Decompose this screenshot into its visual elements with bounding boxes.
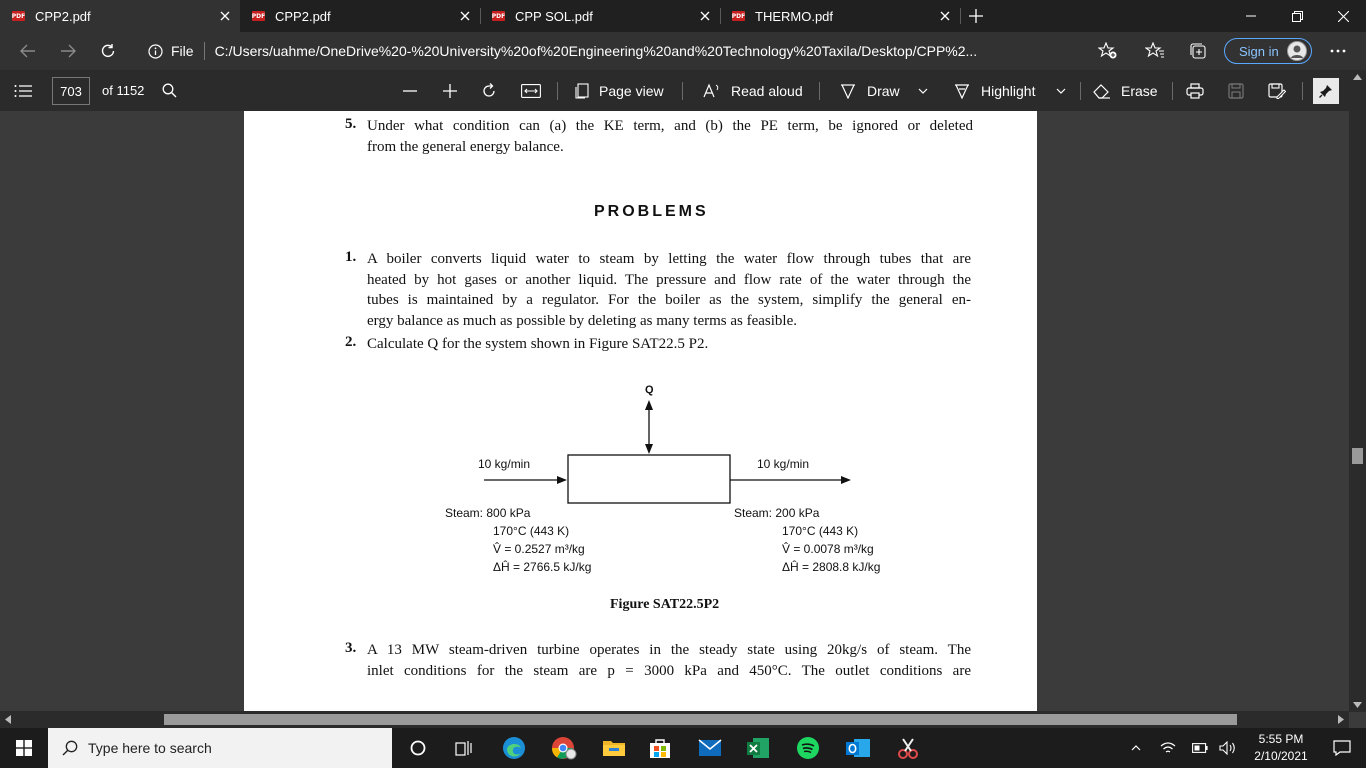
problem-3-text bbox=[367, 640, 971, 681]
windows-logo-icon bbox=[16, 740, 32, 756]
outlet-conditions bbox=[734, 504, 880, 576]
outlet-specific-volume: V̂ = 0.0078 m³/kg bbox=[782, 542, 874, 556]
mail-envelope-icon bbox=[698, 739, 722, 757]
outlet-flow-rate: 10 kg/min bbox=[757, 457, 810, 471]
text-line: heated by hot gases or another liquid. The pressure and flow rate of the water through the bbox=[367, 271, 971, 288]
toolbar-divider bbox=[1172, 82, 1173, 100]
cortana-button[interactable] bbox=[394, 728, 442, 768]
spotify-taskbar-button[interactable] bbox=[784, 728, 832, 768]
tab-thermo[interactable] bbox=[720, 0, 960, 32]
more-options-button[interactable] bbox=[1320, 32, 1356, 70]
heat-arrowhead-up bbox=[645, 400, 653, 410]
edge-browser-icon bbox=[502, 736, 526, 760]
page-view-label: Page view bbox=[599, 82, 664, 99]
chevron-down-icon bbox=[918, 88, 928, 94]
read-aloud-button[interactable] bbox=[703, 70, 803, 111]
inlet-temperature: 170°C (443 K) bbox=[493, 524, 570, 538]
sign-in-button[interactable] bbox=[1224, 38, 1312, 64]
tab-divider bbox=[960, 8, 961, 24]
problem-2-text: Calculate Q for the system shown in Figure SAT22.5 P2. bbox=[367, 336, 709, 352]
close-tab-icon[interactable] bbox=[216, 7, 234, 25]
toolbar-divider bbox=[819, 82, 820, 100]
draw-pen-icon bbox=[840, 83, 856, 99]
favorites-icon bbox=[1145, 42, 1165, 60]
fit-width-icon bbox=[521, 84, 541, 98]
sign-in-label: Sign in bbox=[1239, 43, 1279, 59]
edge-taskbar-button[interactable] bbox=[490, 728, 538, 768]
minimize-icon bbox=[1246, 11, 1256, 21]
scroll-up-icon[interactable] bbox=[1353, 74, 1362, 80]
spotify-icon bbox=[796, 736, 820, 760]
toolbar-divider bbox=[557, 82, 558, 100]
chevron-up-icon bbox=[1131, 745, 1141, 751]
printer-icon bbox=[1186, 83, 1204, 99]
address-divider bbox=[204, 42, 205, 60]
save-as-icon bbox=[1268, 83, 1286, 99]
show-hidden-icons-button[interactable] bbox=[1124, 728, 1148, 768]
save-as-button[interactable] bbox=[1268, 70, 1286, 111]
site-info-button[interactable] bbox=[148, 42, 215, 60]
pdf-toolbar bbox=[0, 70, 1366, 111]
more-icon bbox=[1330, 49, 1346, 53]
start-button[interactable] bbox=[0, 728, 48, 768]
draw-label: Draw bbox=[867, 82, 900, 99]
collections-button[interactable] bbox=[1180, 32, 1216, 70]
inlet-arrowhead bbox=[557, 476, 567, 484]
excel-taskbar-button[interactable] bbox=[734, 728, 782, 768]
read-aloud-icon bbox=[703, 83, 721, 99]
battery-button[interactable] bbox=[1188, 728, 1212, 768]
forward-button[interactable] bbox=[48, 32, 88, 70]
cortana-circle-icon bbox=[410, 740, 426, 756]
pdf-file-icon: PDF bbox=[491, 12, 506, 20]
text-line: Under what condition can (a) the KE term, and (b) the PE term, be ignored or deleted bbox=[367, 118, 973, 134]
clock-time: 5:55 PM bbox=[1258, 732, 1304, 746]
file-label: File bbox=[171, 43, 194, 59]
back-button[interactable] bbox=[8, 32, 48, 70]
close-window-button[interactable] bbox=[1320, 0, 1366, 32]
page-view-button[interactable] bbox=[574, 70, 664, 111]
add-favorite-button[interactable] bbox=[1090, 32, 1126, 70]
chrome-profile-icon bbox=[551, 736, 577, 760]
restore-icon bbox=[1292, 11, 1303, 22]
new-tab-button[interactable] bbox=[960, 0, 992, 32]
tab-cpp2[interactable] bbox=[240, 0, 480, 32]
plus-icon bbox=[443, 84, 457, 98]
contents-list-icon bbox=[14, 84, 32, 98]
highlight-button[interactable] bbox=[954, 70, 1066, 111]
tab-label: CPP2.pdf bbox=[275, 8, 331, 24]
outlet-temperature: 170°C (443 K) bbox=[782, 524, 859, 538]
tab-strip bbox=[0, 0, 1366, 32]
text-line: tubes is maintained by a regulator. For the boiler as the system, simplify the general en- bbox=[367, 292, 971, 308]
mail-taskbar-button[interactable] bbox=[686, 728, 734, 768]
table-of-contents-button[interactable] bbox=[14, 70, 32, 111]
outlook-icon bbox=[845, 737, 871, 759]
speaker-icon bbox=[1219, 741, 1237, 755]
eraser-icon bbox=[1093, 83, 1111, 99]
tab-cpp2-active[interactable] bbox=[0, 0, 240, 32]
restore-button[interactable] bbox=[1274, 0, 1320, 32]
task-view-button[interactable] bbox=[440, 728, 488, 768]
close-tab-icon[interactable] bbox=[696, 7, 714, 25]
inlet-flow-rate: 10 kg/min bbox=[478, 457, 531, 471]
pdf-file-icon: PDF bbox=[731, 12, 746, 20]
problem-1-text bbox=[367, 249, 971, 331]
save-button[interactable] bbox=[1228, 70, 1244, 111]
save-disk-icon bbox=[1228, 83, 1244, 99]
action-center-button[interactable] bbox=[1318, 728, 1366, 768]
zoom-in-button[interactable] bbox=[443, 70, 457, 111]
text-line: ergy balance as much as possible by deleting as many terms as feasible. bbox=[367, 312, 798, 329]
favorites-button[interactable] bbox=[1137, 32, 1173, 70]
search-placeholder: Type here to search bbox=[88, 740, 212, 756]
minus-icon bbox=[403, 90, 417, 92]
inlet-pressure: Steam: 800 kPa bbox=[445, 506, 531, 520]
vertical-scrollbar[interactable] bbox=[1349, 70, 1366, 712]
fit-to-width-button[interactable] bbox=[521, 70, 541, 111]
text-line: from the general energy balance. bbox=[367, 138, 564, 155]
question-5-text bbox=[367, 116, 973, 157]
erase-button[interactable] bbox=[1093, 70, 1158, 111]
highlight-label: Highlight bbox=[981, 82, 1036, 99]
store-bag-icon bbox=[648, 737, 672, 759]
star-add-icon bbox=[1098, 42, 1118, 60]
task-view-icon bbox=[455, 740, 473, 756]
close-icon bbox=[1338, 11, 1349, 22]
draw-button[interactable] bbox=[840, 70, 928, 111]
problem-number: 2. bbox=[345, 334, 357, 350]
forward-arrow-icon bbox=[60, 44, 76, 58]
outlet-enthalpy: ΔĤ = 2808.8 kJ/kg bbox=[782, 560, 881, 574]
heat-arrowhead-down bbox=[645, 444, 653, 454]
taskbar-clock[interactable] bbox=[1245, 731, 1317, 765]
tab-label: CPP SOL.pdf bbox=[515, 8, 593, 24]
system-box bbox=[568, 455, 730, 503]
collections-icon bbox=[1189, 42, 1207, 60]
problem-number: 3. bbox=[345, 640, 357, 656]
clock-date: 2/10/2021 bbox=[1254, 749, 1308, 763]
text-line: inlet conditions for the steam are p = 3000 kPa and 450°C. The outlet conditions are bbox=[367, 662, 971, 679]
inlet-conditions bbox=[445, 504, 591, 576]
zoom-out-button[interactable] bbox=[403, 70, 417, 111]
avatar bbox=[1287, 41, 1307, 61]
refresh-icon bbox=[100, 43, 116, 59]
snipping-tool-taskbar-button[interactable] bbox=[884, 728, 932, 768]
page-total: of 1152 bbox=[102, 83, 145, 98]
toolbar-divider bbox=[1080, 82, 1081, 100]
rotate-button[interactable] bbox=[480, 70, 498, 111]
minimize-button[interactable] bbox=[1228, 0, 1274, 32]
horizontal-scroll-thumb[interactable] bbox=[164, 714, 1237, 725]
rotate-icon bbox=[480, 82, 498, 100]
scroll-right-icon[interactable] bbox=[1338, 715, 1344, 724]
excel-icon bbox=[746, 737, 770, 759]
network-button[interactable] bbox=[1156, 728, 1180, 768]
pin-toolbar-button[interactable] bbox=[1313, 78, 1339, 104]
url-field[interactable]: C:/Users/uahme/OneDrive%20-%20University%20of%20Engineering%20and%20Technology%20Taxila/Desktop/CPP%2... bbox=[214, 43, 978, 59]
profile-icon bbox=[1288, 42, 1306, 60]
chrome-taskbar-button[interactable] bbox=[540, 728, 588, 768]
battery-icon bbox=[1192, 743, 1208, 753]
taskbar-search-box[interactable] bbox=[48, 728, 392, 768]
pdf-file-icon: PDF bbox=[11, 12, 26, 20]
toolbar-divider bbox=[1302, 82, 1303, 100]
outlet-arrowhead bbox=[841, 476, 851, 484]
erase-label: Erase bbox=[1121, 82, 1158, 99]
close-tab-icon[interactable] bbox=[456, 7, 474, 25]
print-button[interactable] bbox=[1186, 70, 1204, 111]
info-icon bbox=[148, 44, 163, 59]
page-view-icon bbox=[574, 83, 590, 99]
problem-number: 1. bbox=[345, 249, 357, 265]
folder-icon bbox=[602, 738, 626, 758]
tab-label: THERMO.pdf bbox=[755, 8, 834, 24]
outlook-taskbar-button[interactable] bbox=[834, 728, 882, 768]
store-taskbar-button[interactable] bbox=[636, 728, 684, 768]
heat-label: Q bbox=[645, 384, 654, 396]
back-arrow-icon bbox=[20, 44, 36, 58]
section-heading: PROBLEMS bbox=[594, 203, 709, 220]
read-aloud-label: Read aloud bbox=[731, 82, 803, 99]
scroll-down-icon[interactable] bbox=[1353, 702, 1362, 708]
scroll-left-icon[interactable] bbox=[5, 715, 11, 724]
chevron-down-icon bbox=[1056, 88, 1066, 94]
file-explorer-taskbar-button[interactable] bbox=[590, 728, 638, 768]
search-icon bbox=[62, 740, 78, 756]
vertical-scroll-thumb[interactable] bbox=[1352, 448, 1363, 464]
notification-icon bbox=[1333, 740, 1351, 756]
toolbar-divider bbox=[682, 82, 683, 100]
page-number-input[interactable]: 703 bbox=[52, 77, 90, 105]
inlet-enthalpy: ΔĤ = 2766.5 kJ/kg bbox=[493, 560, 592, 574]
find-button[interactable] bbox=[162, 70, 177, 111]
figure-caption: Figure SAT22.5P2 bbox=[610, 597, 720, 612]
refresh-button[interactable] bbox=[88, 32, 128, 70]
scissors-icon bbox=[896, 736, 920, 760]
pdf-file-icon: PDF bbox=[251, 12, 266, 20]
search-icon bbox=[162, 83, 177, 98]
close-tab-icon[interactable] bbox=[936, 7, 954, 25]
wifi-icon bbox=[1160, 741, 1176, 755]
plus-icon bbox=[969, 9, 983, 23]
text-line: A 13 MW steam-driven turbine operates in the steady state using 20kg/s of steam. The bbox=[367, 642, 971, 658]
pin-icon bbox=[1319, 84, 1333, 98]
tab-cpp-sol[interactable] bbox=[480, 0, 720, 32]
volume-button[interactable] bbox=[1216, 728, 1240, 768]
inlet-specific-volume: V̂ = 0.2527 m³/kg bbox=[493, 542, 585, 556]
text-line: A boiler converts liquid water to steam by letting the water flow through tubes that are bbox=[367, 251, 971, 267]
question-number: 5. bbox=[345, 116, 357, 132]
highlighter-icon bbox=[954, 83, 970, 99]
outlet-pressure: Steam: 200 kPa bbox=[734, 506, 820, 520]
tab-label: CPP2.pdf bbox=[35, 8, 91, 24]
